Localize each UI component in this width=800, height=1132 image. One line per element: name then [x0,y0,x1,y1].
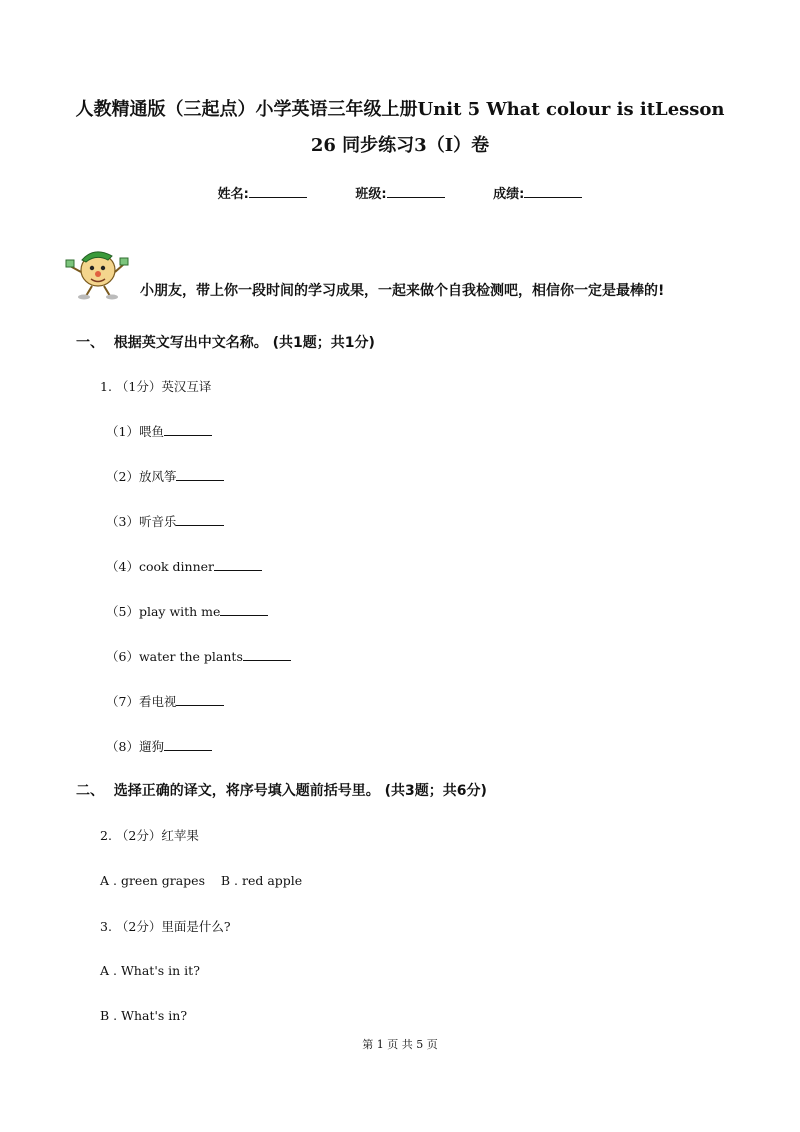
page-footer: 第 1 页 共 5 页 [362,1038,438,1051]
answer-blank[interactable] [176,514,224,526]
q1-item: （8）遛狗 [106,737,212,755]
answer-blank[interactable] [176,469,224,481]
class-blank[interactable] [387,185,445,198]
section2-heading: 二、 选择正确的译文，将序号填入题前括号里。 (共3题；共6分) [76,783,487,799]
answer-blank[interactable] [243,649,291,661]
q2-options[interactable]: A . green grapes B . red apple [100,873,303,888]
q3-stem: 3. （2分）里面是什么? [100,919,231,934]
q1-item: （5）play with me [106,602,268,620]
mascot-icon [64,242,130,300]
q1-item: （4）cook dinner [106,557,262,575]
q2-stem: 2. （2分）红苹果 [100,828,199,843]
doc-title-line2: 26 同步练习3（I）卷 [310,135,490,156]
answer-blank[interactable] [214,559,262,571]
q1-item: （7）看电视 [106,692,224,710]
q1-stem: 1. （1分）英汉互译 [100,379,212,394]
name-blank[interactable] [249,185,307,198]
class-field: 班级: [355,183,444,202]
name-field: 姓名: [218,183,307,202]
section1-heading: 一、 根据英文写出中文名称。 (共1题；共1分) [76,335,375,351]
score-blank[interactable] [524,185,582,198]
answer-blank[interactable] [176,694,224,706]
answer-blank[interactable] [164,739,212,751]
score-field: 成绩: [493,183,582,202]
student-info-row [0,183,800,202]
answer-blank[interactable] [164,424,212,436]
q1-item: （6）water the plants [106,647,291,665]
q1-item: （3）听音乐 [106,512,224,530]
doc-title-line1: 人教精通版（三起点）小学英语三年级上册Unit 5 What colour is itLesson [75,99,725,120]
q1-item: （1）喂鱼 [106,422,212,440]
q1-item: （2）放风筝 [106,467,224,485]
answer-blank[interactable] [220,604,268,616]
q3-option-b[interactable]: B . What's in? [100,1008,188,1023]
q3-option-a[interactable]: A . What's in it? [100,963,200,978]
greeting-text: 小朋友，带上你一段时间的学习成果，一起来做个自我检测吧，相信你一定是最棒的! [140,283,665,299]
